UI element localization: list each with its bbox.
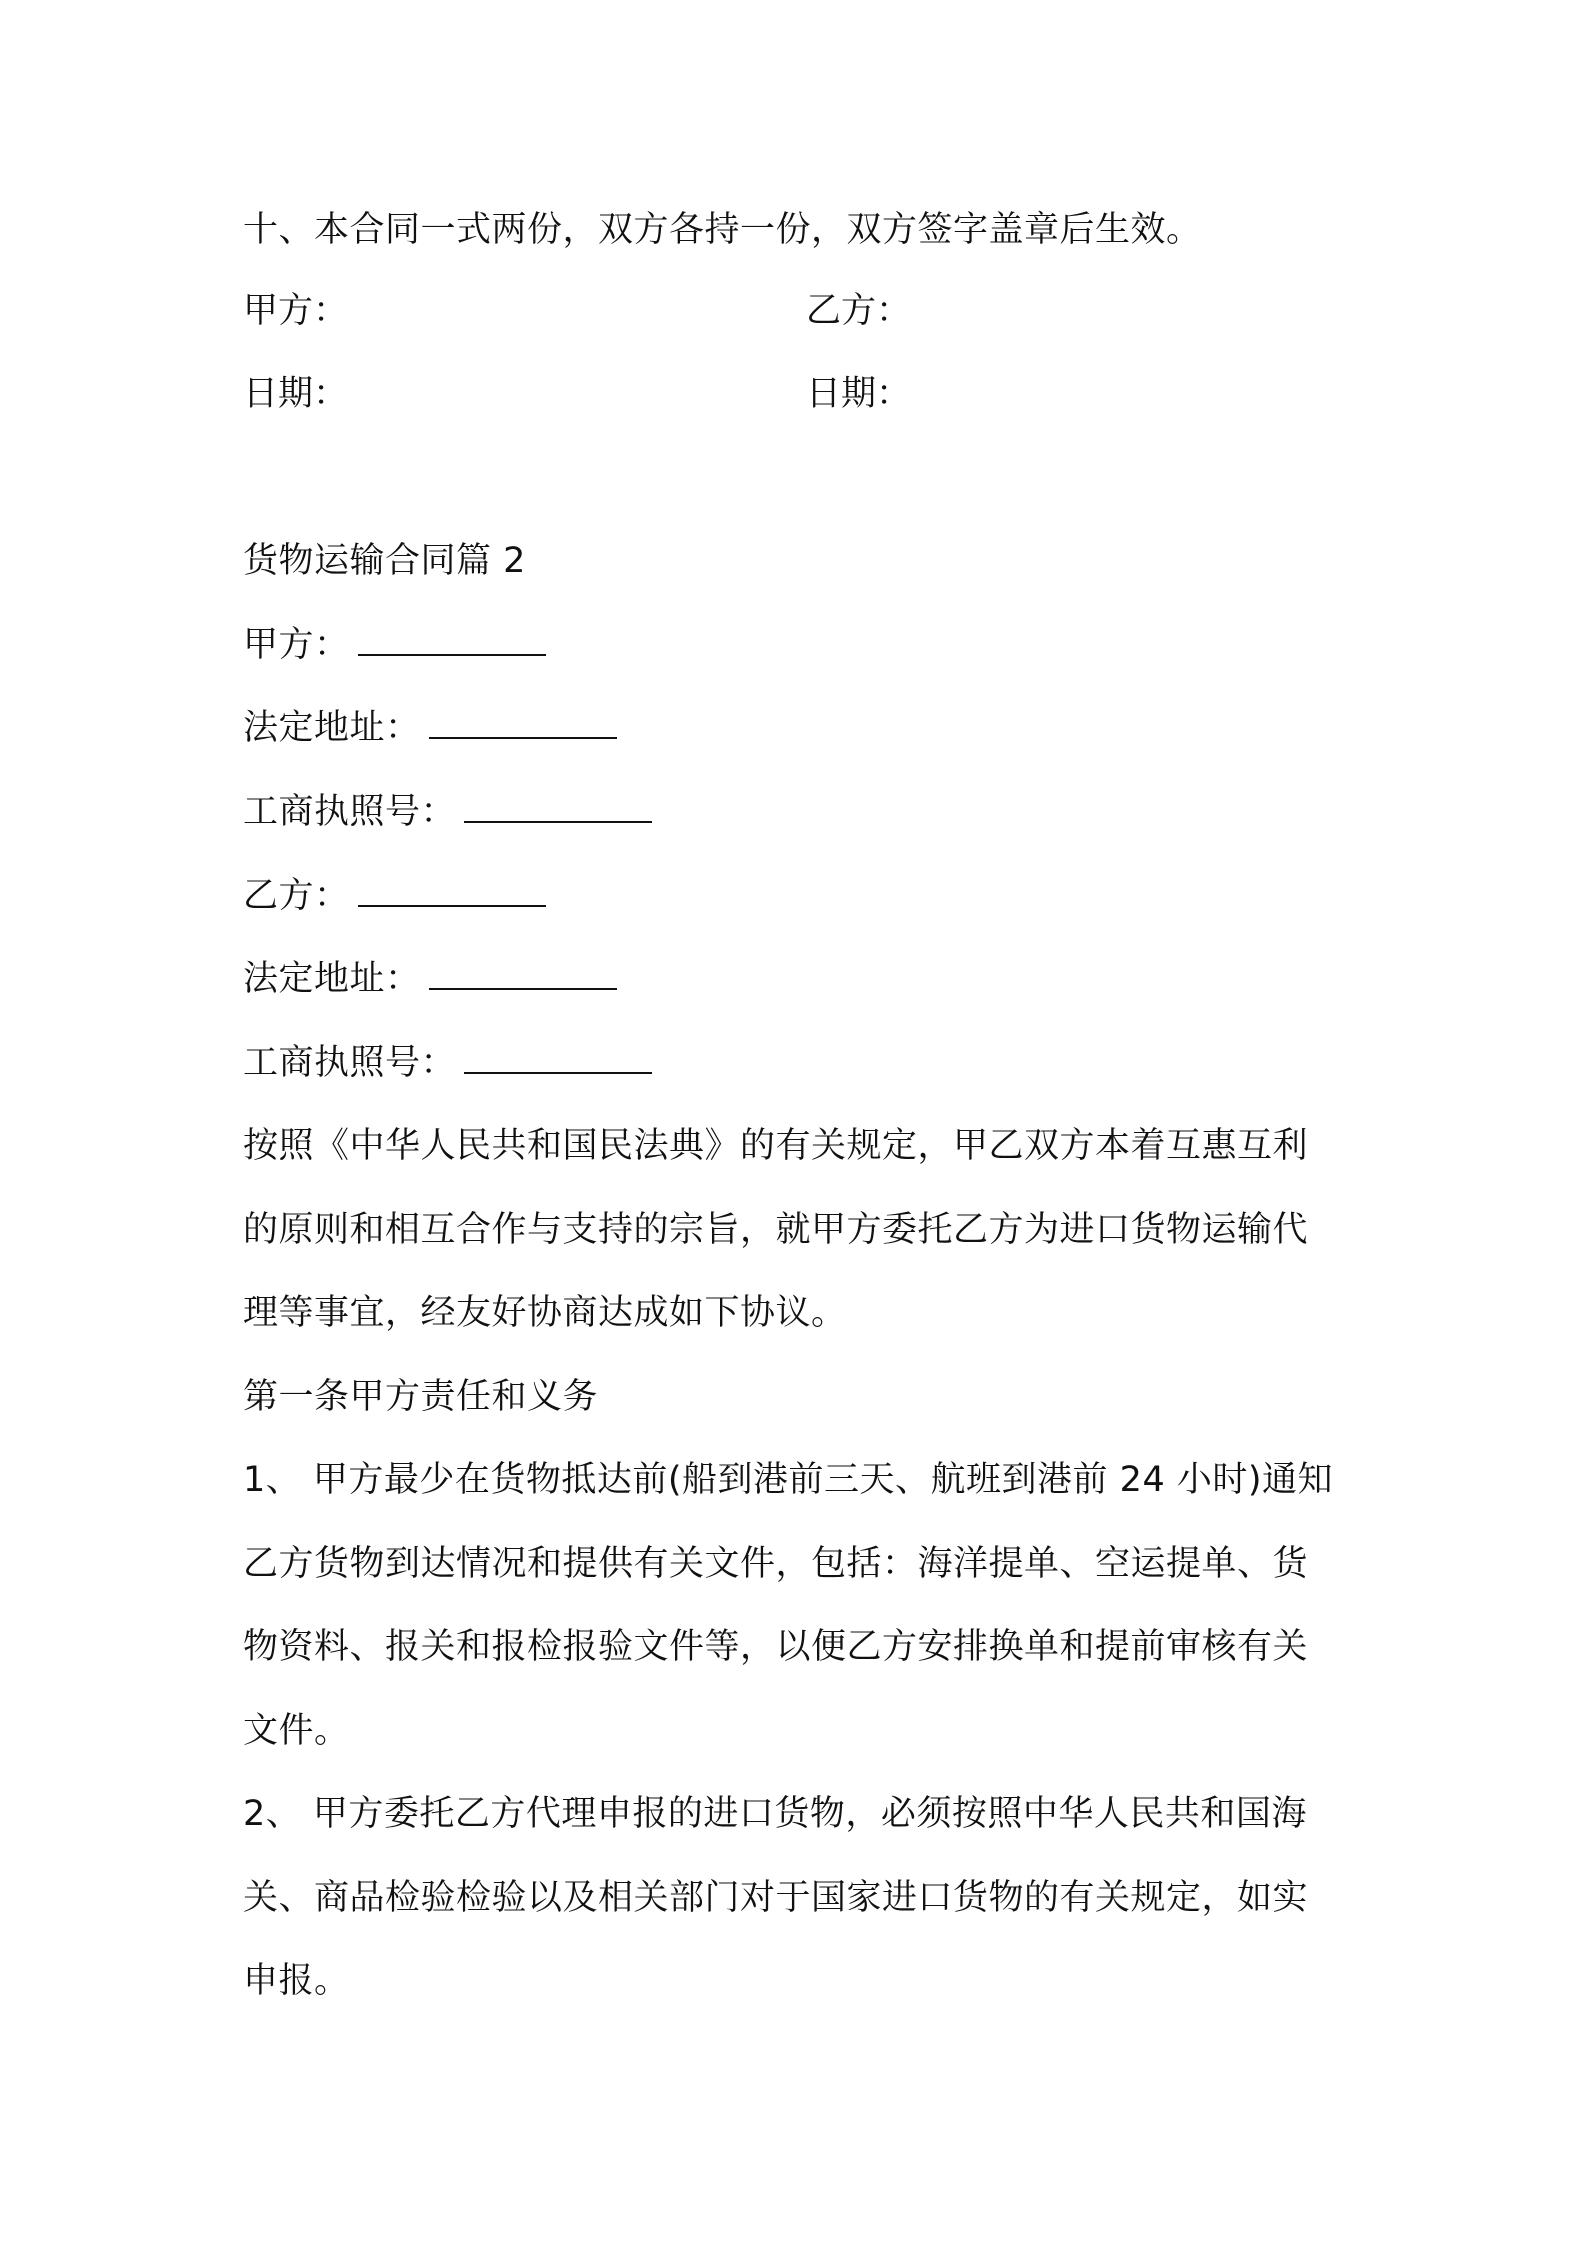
- blank-underline: [429, 707, 617, 739]
- blank-underline: [464, 791, 652, 823]
- party-b-signature-label: 乙方：: [806, 291, 912, 331]
- item-2-line-1: 2、 甲方委托乙方代理申报的进口货物，必须按照中华人民共和国海: [243, 1794, 1307, 1834]
- section-title: 货物运输合同篇 2: [243, 541, 526, 581]
- field-label: 法定地址：: [243, 708, 421, 748]
- preamble-line-1: 按照《中华人民共和国民法典》的有关规定，甲乙双方本着互惠互利: [243, 1126, 1309, 1166]
- party-b-license-field: [243, 1041, 652, 1085]
- party-a-address-field: [243, 706, 617, 750]
- party-b-address-field: [243, 957, 617, 1001]
- field-label: 工商执照号：: [243, 1043, 457, 1083]
- blank-underline: [464, 1042, 652, 1074]
- date-label-b: 日期：: [806, 374, 912, 414]
- field-label: 乙方：: [243, 876, 350, 916]
- clause-10: 十、本合同一式两份，双方各持一份，双方签字盖章后生效。: [243, 210, 1202, 250]
- field-label: 工商执照号：: [243, 792, 457, 832]
- signature-row-dates: [243, 372, 1363, 416]
- party-a-license-field: [243, 790, 652, 834]
- item-1-line-3: 物资料、报关和报检报验文件等，以便乙方安排换单和提前审核有关: [243, 1627, 1309, 1667]
- item-1-line-1: 1、 甲方最少在货物抵达前(船到港前三天、航班到港前 24 小时)通知: [243, 1460, 1333, 1500]
- item-1-line-2: 乙方货物到达情况和提供有关文件，包括：海洋提单、空运提单、货: [243, 1544, 1309, 1584]
- item-2-line-3: 申报。: [243, 1961, 350, 2001]
- date-label-a: 日期：: [243, 374, 349, 414]
- party-a-signature-label: 甲方：: [243, 291, 349, 331]
- blank-underline: [429, 958, 617, 990]
- item-2-line-2: 关、商品检验检验以及相关部门对于国家进口货物的有关规定，如实: [243, 1878, 1309, 1918]
- party-b-name-field: [243, 874, 546, 918]
- preamble-line-3: 理等事宜，经友好协商达成如下协议。: [243, 1293, 847, 1333]
- party-a-name-field: [243, 623, 546, 667]
- field-label: 法定地址：: [243, 959, 421, 999]
- signature-row-parties: [243, 289, 1363, 333]
- article-1-title: 第一条甲方责任和义务: [243, 1377, 599, 1417]
- blank-underline: [358, 624, 546, 656]
- item-1-line-4: 文件。: [243, 1711, 350, 1751]
- field-label: 甲方：: [243, 625, 350, 665]
- preamble-line-2: 的原则和相互合作与支持的宗旨，就甲方委托乙方为进口货物运输代: [243, 1210, 1309, 1250]
- blank-underline: [358, 875, 546, 907]
